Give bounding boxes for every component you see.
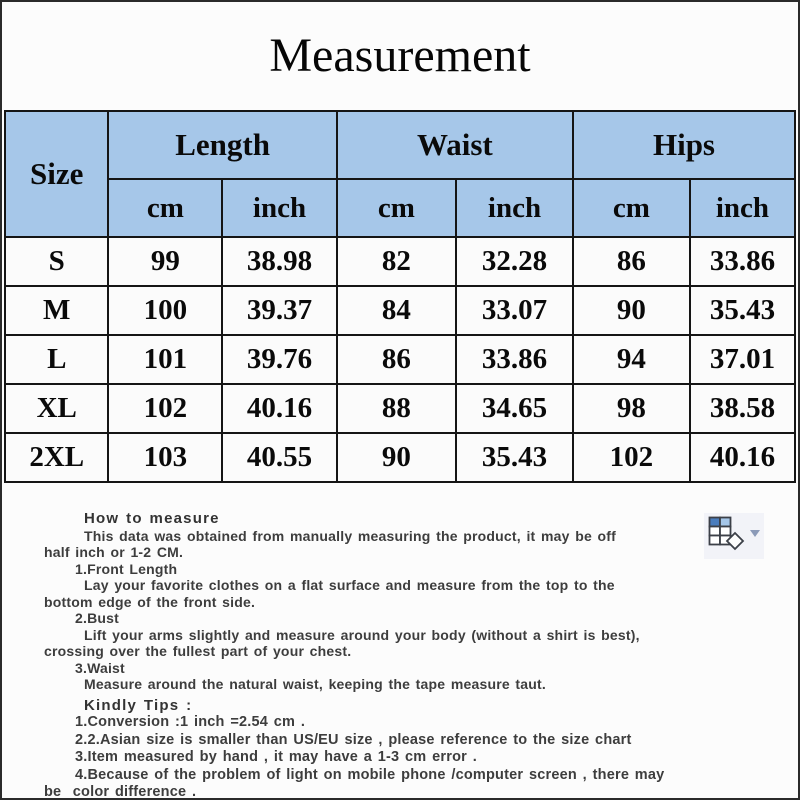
note-line: Lay your favorite clothes on a flat surface and measure from the top to the bbox=[84, 577, 615, 593]
unit-header: cm bbox=[337, 179, 456, 237]
measurement-cell: 40.16 bbox=[690, 433, 795, 482]
unit-header: cm bbox=[573, 179, 690, 237]
size-cell: M bbox=[5, 286, 108, 335]
measurement-cell: 37.01 bbox=[690, 335, 795, 384]
measurement-cell: 39.37 bbox=[222, 286, 337, 335]
tip-line: be color difference . bbox=[44, 784, 197, 800]
note-line: 2.Bust bbox=[75, 610, 119, 626]
measurement-cell: 40.16 bbox=[222, 384, 337, 433]
measurement-cell: 32.28 bbox=[456, 237, 573, 286]
hips-group-header: Hips bbox=[573, 111, 795, 179]
table-row-m bbox=[5, 286, 795, 335]
measurement-cell: 33.86 bbox=[690, 237, 795, 286]
note-line: This data was obtained from manually measuring the product, it may be off bbox=[84, 527, 617, 544]
measurement-cell: 35.43 bbox=[690, 286, 795, 335]
note-line: half inch or 1-2 CM. bbox=[44, 544, 184, 560]
unit-header: inch bbox=[456, 179, 573, 237]
length-group-header: Length bbox=[108, 111, 336, 179]
measurement-cell: 33.86 bbox=[456, 335, 573, 384]
table-row-2xl bbox=[5, 433, 795, 482]
size-cell: 2XL bbox=[5, 433, 108, 482]
tip-line: 3.Item measured by hand , it may have a 1-3 cm error . bbox=[75, 749, 477, 765]
measurement-cell: 35.43 bbox=[456, 433, 573, 482]
measurement-cell: 38.58 bbox=[690, 384, 795, 433]
measurement-cell: 88 bbox=[337, 384, 456, 433]
paste-options-table-icon bbox=[706, 515, 762, 557]
note-line: Measure around the natural waist, keeping the tape measure taut. bbox=[84, 676, 546, 692]
measurement-cell: 101 bbox=[108, 335, 222, 384]
note-line: Lift your arms slightly and measure around your body (without a shirt is best), bbox=[84, 626, 640, 643]
chevron-down-icon bbox=[750, 530, 760, 537]
tip-line: 4.Because of the problem of light on mobile phone /computer screen , there may bbox=[75, 766, 665, 783]
measurement-cell: 98 bbox=[573, 384, 690, 433]
measurement-cell: 84 bbox=[337, 286, 456, 335]
table-row-xl bbox=[5, 384, 795, 433]
measurement-cell: 94 bbox=[573, 335, 690, 384]
measurement-cell: 38.98 bbox=[222, 237, 337, 286]
note-line: 3.Waist bbox=[75, 659, 125, 676]
tip-line: 2.2.Asian size is smaller than US/EU size , please reference to the size chart bbox=[75, 731, 632, 748]
measurement-cell: 33.07 bbox=[456, 286, 573, 335]
measurement-cell: 99 bbox=[108, 237, 222, 286]
measurement-cell: 39.76 bbox=[222, 335, 337, 384]
how-to-measure-section bbox=[44, 511, 758, 693]
measurement-cell: 40.55 bbox=[222, 433, 337, 482]
size-cell: L bbox=[5, 335, 108, 384]
measurement-cell: 86 bbox=[573, 237, 690, 286]
how-to-measure-heading: How to measure bbox=[84, 510, 220, 527]
measurement-cell: 90 bbox=[573, 286, 690, 335]
measurement-cell: 90 bbox=[337, 433, 456, 482]
note-line: 1.Front Length bbox=[75, 560, 178, 577]
table-row-s bbox=[5, 237, 795, 286]
unit-header: inch bbox=[690, 179, 795, 237]
measurement-cell: 86 bbox=[337, 335, 456, 384]
kindly-tips-section bbox=[44, 697, 758, 800]
note-line: bottom edge of the front side. bbox=[44, 593, 256, 610]
measurement-cell: 103 bbox=[108, 433, 222, 482]
unit-header: cm bbox=[108, 179, 222, 237]
size-cell: XL bbox=[5, 384, 108, 433]
measurement-cell: 102 bbox=[108, 384, 222, 433]
measurement-cell: 82 bbox=[337, 237, 456, 286]
kindly-tips-heading: Kindly Tips : bbox=[84, 696, 193, 714]
measurement-cell: 102 bbox=[573, 433, 690, 482]
measurement-table bbox=[4, 110, 796, 483]
measurement-cell: 100 bbox=[108, 286, 222, 335]
paste-options-button[interactable] bbox=[704, 513, 764, 559]
unit-header: inch bbox=[222, 179, 337, 237]
table-row-l bbox=[5, 335, 795, 384]
page-title: Measurement bbox=[269, 29, 531, 82]
waist-group-header: Waist bbox=[337, 111, 573, 179]
notes-section bbox=[44, 511, 758, 800]
size-column-header: Size bbox=[5, 111, 108, 237]
tip-line: 1.Conversion :1 inch =2.54 cm . bbox=[75, 714, 306, 730]
size-cell: S bbox=[5, 237, 108, 286]
note-line: crossing over the fullest part of your chest. bbox=[44, 643, 352, 659]
measurement-cell: 34.65 bbox=[456, 384, 573, 433]
